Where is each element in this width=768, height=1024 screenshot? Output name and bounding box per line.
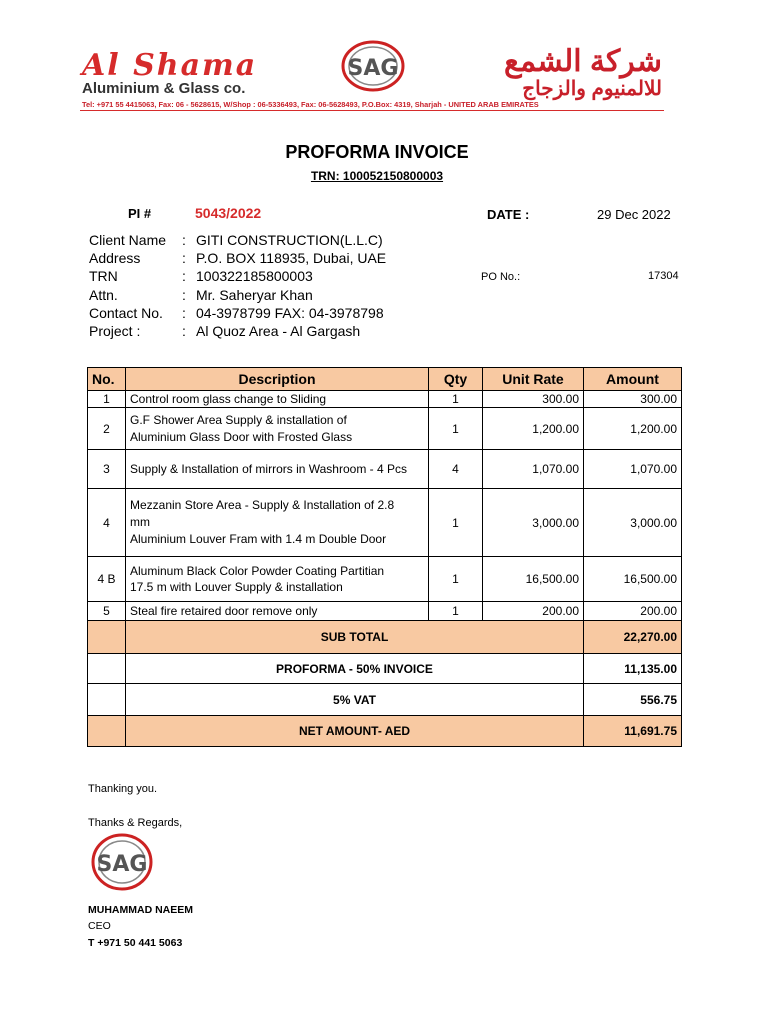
client-attention: Mr. Saheryar Khan [196,286,313,303]
item-amount: 16,500.00 [584,557,682,602]
net-amount-value: 11,691.75 [584,716,682,747]
item-description-line: 17.5 m with Louver Supply & installation [130,580,343,594]
item-amount: 1,070.00 [584,450,682,489]
item-description-line: Supply & Installation of mirrors in Washroom - 4 Pcs [130,462,407,476]
signature-logo-text: SAG [96,852,148,877]
item-unit-rate: 1,200.00 [483,408,584,450]
summary-spacer [88,621,126,654]
col-amount-header: Amount [584,368,682,391]
summary-spacer [88,716,126,747]
client-trn: 100322185800003 [196,268,313,285]
thanks-text: Thanking you. [88,783,158,795]
table-header-row [88,368,682,391]
item-description-line: Steal fire retaired door remove only [130,604,318,618]
client-label: TRN [89,268,118,285]
invoice-date: 29 Dec 2022 [597,207,671,222]
client-label: Project : [89,323,141,340]
client-label: Address [89,250,141,267]
col-no-header: No. [88,368,126,391]
item-description [126,602,429,621]
table-row [88,557,682,602]
colon: : [182,232,186,248]
client-address: P.O. BOX 118935, Dubai, UAE [196,250,387,267]
table-row [88,489,682,557]
item-unit-rate: 3,000.00 [483,489,584,557]
item-unit-rate: 200.00 [483,602,584,621]
colon: : [182,268,186,285]
item-description-line: Mezzanin Store Area - Supply & Installation of 2.8 [130,498,395,512]
item-no: 4 B [88,557,126,602]
col-description-header: Description [126,368,429,391]
client-name: GITI CONSTRUCTION(L.L.C) [196,232,383,248]
date-label: DATE : [487,207,530,222]
item-qty: 1 [429,489,483,557]
client-project: Al Quoz Area - Al Gargash [196,323,361,340]
item-description-line: Aluminium Louver Fram with 1.4 m Double Door [130,532,387,546]
arabic-company-subtitle: للالمنيوم والزجاج [522,78,662,100]
letterhead-divider [80,110,664,111]
regards-text: Thanks & Regards, [88,817,183,829]
item-description [126,450,429,489]
item-amount: 200.00 [584,602,682,621]
invoice-table [87,367,682,747]
summary-spacer [88,654,126,684]
colon: : [182,323,186,340]
subtotal-row [88,621,682,654]
item-qty: 1 [429,602,483,621]
item-unit-rate: 16,500.00 [483,557,584,602]
company-name: Al Shama [82,48,258,83]
item-qty: 1 [429,557,483,602]
signatory-phone: T +971 50 441 5063 [88,937,183,949]
client-label: Client Name [89,232,167,248]
summary-spacer [88,684,126,716]
item-description-line: mm [130,515,150,529]
col-qty-header: Qty [429,368,483,391]
item-amount: 300.00 [584,391,682,408]
pi-label: PI # [128,206,152,221]
proforma-value: 11,135.00 [584,654,682,684]
item-description [126,408,429,450]
vat-value: 556.75 [584,684,682,716]
item-no: 1 [88,391,126,408]
item-qty: 4 [429,450,483,489]
po-label: PO No.: [481,271,521,283]
table-row [88,450,682,489]
po-number: 17304 [648,270,679,282]
proforma-label: PROFORMA - 50% INVOICE [126,654,584,684]
table-row [88,602,682,621]
subtotal-label: SUB TOTAL [126,621,584,654]
item-description [126,489,429,557]
signatory-name: MUHAMMAD NAEEM [88,904,193,916]
client-contact: 04-3978799 FAX: 04-3978798 [196,304,384,321]
item-description-line: Control room glass change to Sliding [130,392,327,406]
table-row [88,391,682,408]
client-colons [182,231,186,340]
client-values [196,231,386,340]
letterhead-contact: Tel: +971 55 4415063, Fax: 06 - 5628615, W/Shop : 06-5336493, Fax: 06-5628493, P.O.Box: 4319, Sharjah - UNITED ARAB EMIRATES [82,100,539,109]
net-amount-row [88,716,682,747]
sag-logo [340,40,406,92]
proforma-row [88,654,682,684]
item-unit-rate: 1,070.00 [483,450,584,489]
sag-logo-text: SAG [347,56,399,81]
invoice-title: PROFORMA INVOICE [285,142,469,162]
company-trn: TRN: 100052150800003 [310,169,444,183]
item-qty: 1 [429,391,483,408]
colon: : [182,250,186,267]
item-description-line: Aluminum Black Color Powder Coating Partitian [130,564,385,578]
client-label: Attn. [89,286,118,303]
colon: : [182,286,186,303]
item-amount: 3,000.00 [584,489,682,557]
item-no: 4 [88,489,126,557]
item-description [126,391,429,408]
item-description-line: Aluminium Glass Door with Frosted Glass [130,429,353,444]
vat-row [88,684,682,716]
item-amount: 1,200.00 [584,408,682,450]
pi-number: 5043/2022 [195,205,262,221]
item-unit-rate: 300.00 [483,391,584,408]
item-no: 3 [88,450,126,489]
vat-label: 5% VAT [126,684,584,716]
item-no: 5 [88,602,126,621]
signatory-role: CEO [88,920,111,932]
signature-logo [90,832,154,892]
company-subtitle: Aluminium & Glass co. [82,80,246,97]
item-description [126,557,429,602]
item-qty: 1 [429,408,483,450]
col-unit-rate-header: Unit Rate [483,368,584,391]
arabic-company-name: شركة الشمع [504,45,662,78]
client-labels [89,231,166,340]
client-label: Contact No. [89,304,163,321]
item-description-line: G.F Shower Area Supply & installation of [130,412,347,427]
item-no: 2 [88,408,126,450]
net-amount-label: NET AMOUNT- AED [126,716,584,747]
table-row [88,408,682,450]
subtotal-value: 22,270.00 [584,621,682,654]
colon: : [182,304,186,321]
